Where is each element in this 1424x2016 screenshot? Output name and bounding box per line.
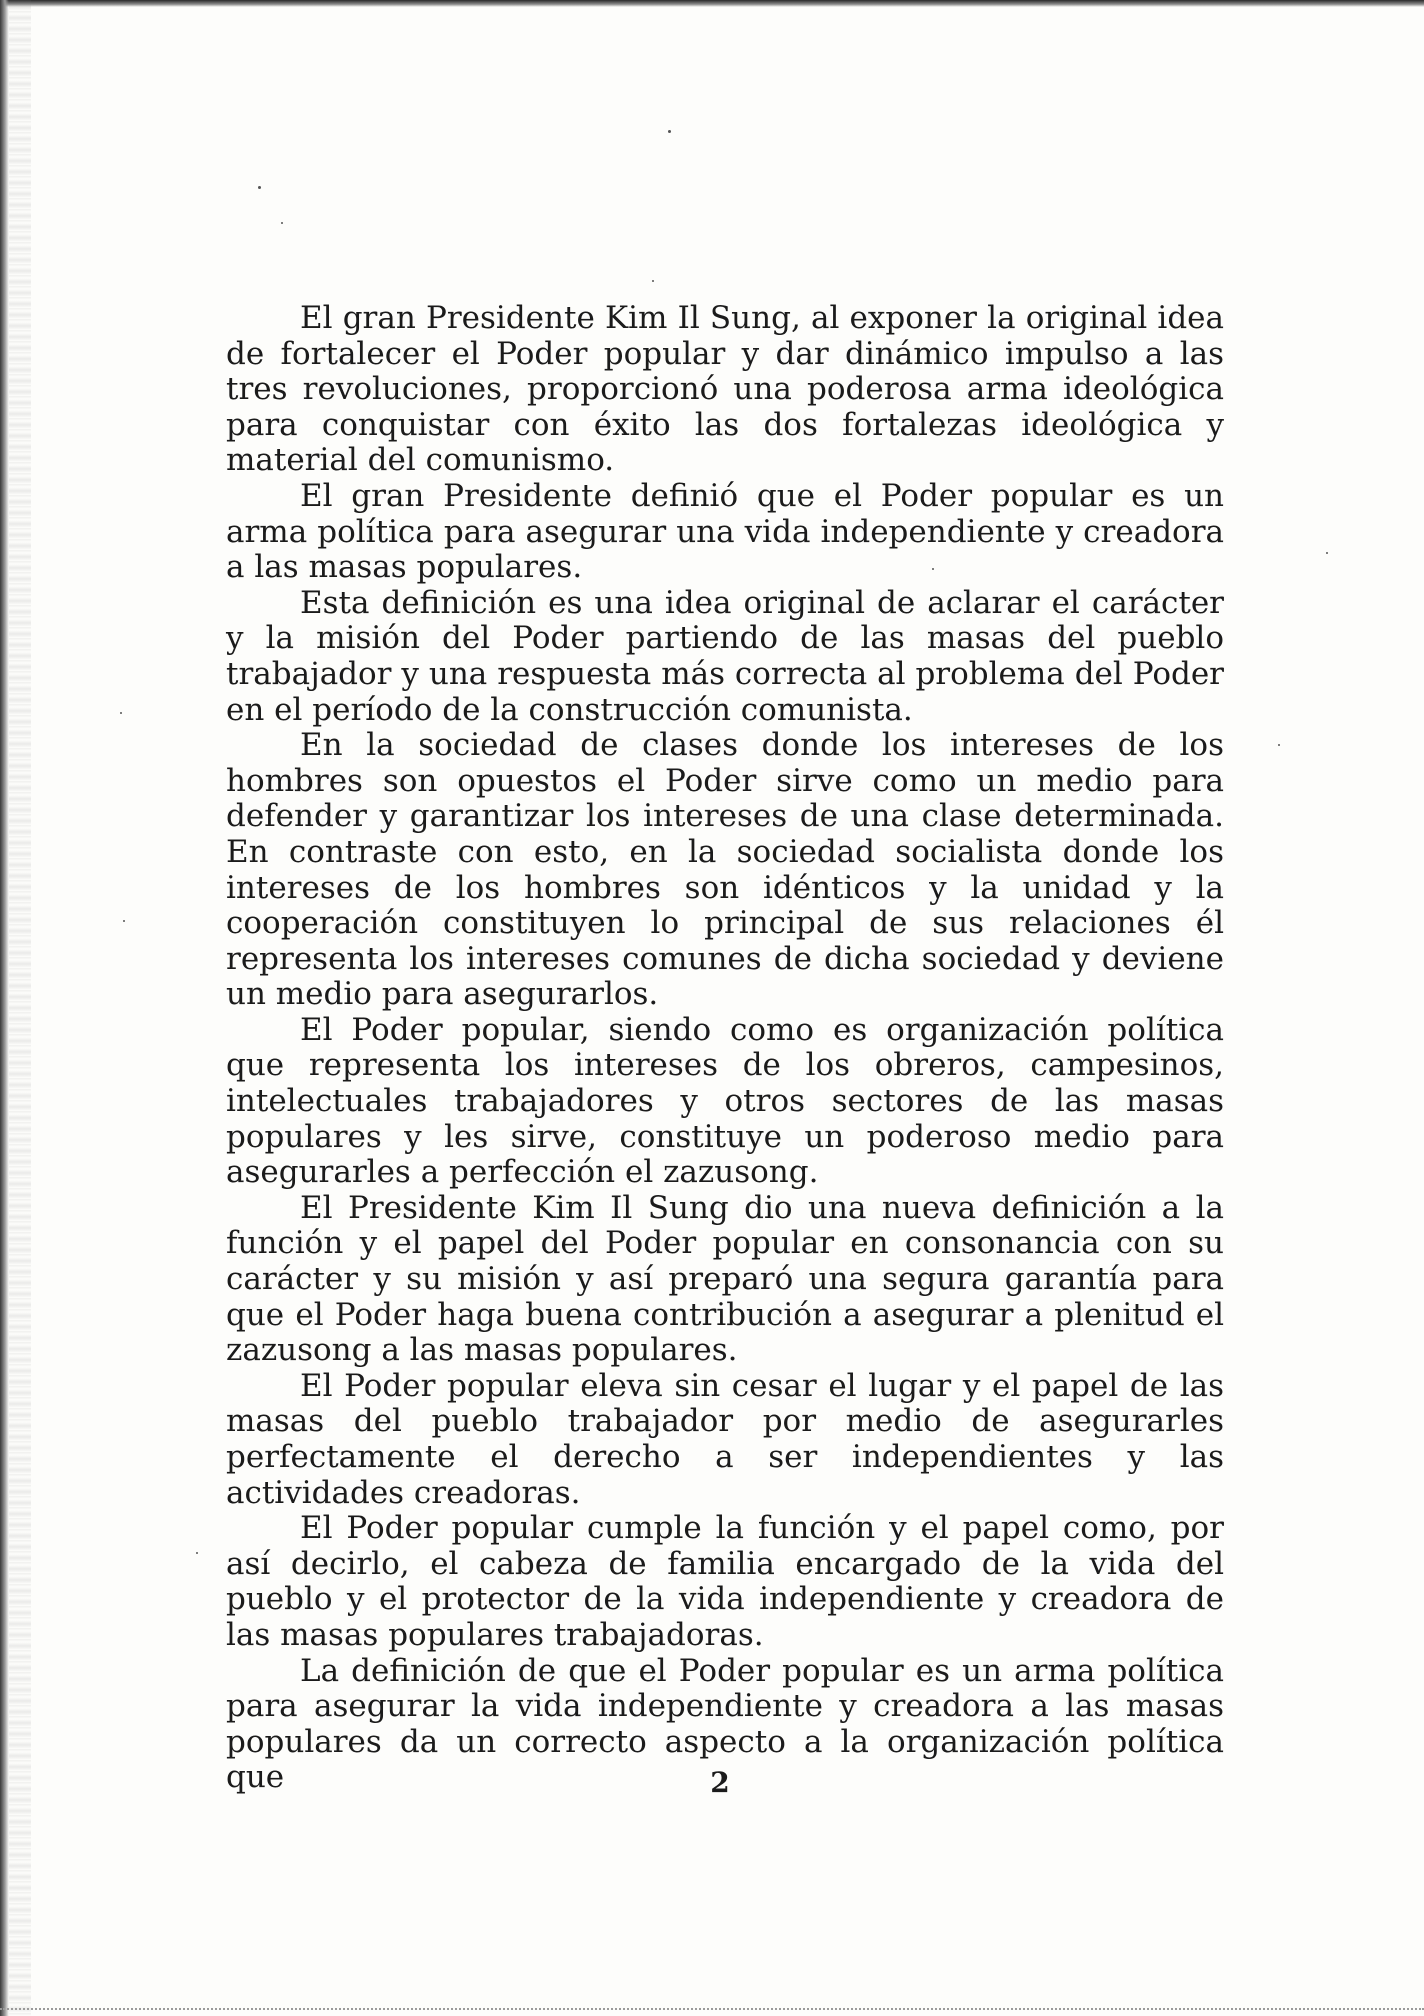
scan-speck bbox=[123, 920, 125, 922]
scan-edge-bottom bbox=[0, 2008, 1424, 2012]
scan-speck bbox=[668, 130, 671, 133]
document-body bbox=[226, 301, 1224, 1796]
scan-speck bbox=[1326, 552, 1328, 554]
paragraph: El Poder popular eleva sin cesar el lugar y el papel de las masas del pueblo trabajador por medio de asegurarles perfectamente el derecho a ser independientes y las actividades creadoras. bbox=[226, 1367, 1224, 1511]
paragraph: El Presidente Kim Il Sung dio una nueva definición a la función y el papel del Poder popular en consonancia con su carácter y su misión y así preparó una segura garantía para que el Poder haga buena contribución a asegurar a plenitud el zazusong a las masas populares. bbox=[226, 1189, 1224, 1369]
scan-speck bbox=[120, 712, 122, 714]
page-number: 2 bbox=[710, 1766, 730, 1799]
paragraph: Esta definición es una idea original de aclarar el carácter y la misión del Poder partiendo de las masas del pueblo trabajador y una respuesta más correcta al problema del Poder en el período de la construcción comunista. bbox=[226, 584, 1224, 728]
scan-speck bbox=[1278, 744, 1280, 746]
scan-speck bbox=[652, 280, 654, 282]
scan-edge-left bbox=[0, 0, 9, 2016]
paragraph: En la sociedad de clases donde los intereses de los hombres son opuestos el Poder sirve como un medio para defender y garantizar los intereses de una clase determinada. En contraste con esto, en la sociedad socialista donde los intereses de los hombres son idénticos y la unidad y la cooperación constituyen lo principal de sus relaciones él representa los intereses comunes de dicha sociedad y deviene un medio para asegurarlos. bbox=[226, 727, 1224, 1013]
paragraph: El gran Presidente definió que el Poder popular es un arma política para asegurar una vida independiente y creadora a las masas populares. bbox=[226, 477, 1224, 586]
paragraph: El gran Presidente Kim Il Sung, al exponer la original idea de fortalecer el Poder popular y dar dinámico impulso a las tres revoluciones, proporcionó una poderosa arma ideológica para conquistar con éxito las dos fortalezas ideológica y material del comunismo. bbox=[226, 300, 1224, 479]
paragraph: El Poder popular, siendo como es organización política que representa los intereses de los obreros, campesinos, intelectuales trabajadores y otros sectores de las masas populares y les sirve, constituye un poderoso medio para asegurarles a perfección el zazusong. bbox=[226, 1011, 1224, 1191]
scan-speck bbox=[258, 186, 261, 189]
paragraph: La definición de que el Poder popular es un arma política para asegurar la vida independiente y creadora a las masas populares da un correcto aspecto a la organización política que bbox=[226, 1652, 1224, 1796]
scan-edge-top bbox=[0, 0, 1424, 7]
scan-speck bbox=[196, 1552, 198, 1554]
scan-edge-noise bbox=[9, 0, 31, 2016]
paragraph: El Poder popular cumple la función y el papel como, por así decirlo, el cabeza de familia encargado de la vida del pueblo y el protector de la vida independiente y creadora de las masas populares trabajadoras. bbox=[226, 1510, 1224, 1653]
scan-speck bbox=[281, 222, 283, 224]
